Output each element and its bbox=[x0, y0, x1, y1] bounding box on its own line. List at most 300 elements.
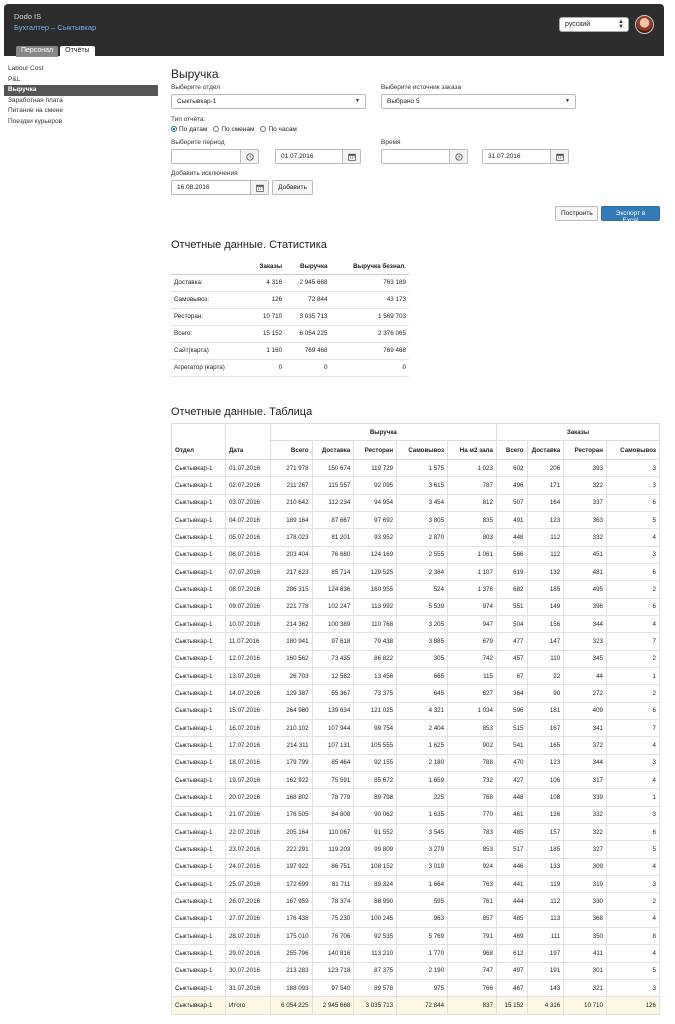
table-cell: 107 131 bbox=[312, 737, 354, 754]
table-cell: 763 bbox=[448, 875, 497, 892]
stats-cell: 769 468 bbox=[330, 342, 409, 359]
table-cell: 4 bbox=[606, 615, 659, 632]
stats-row bbox=[171, 308, 409, 325]
exceptions-label: Добавить исключения bbox=[171, 170, 238, 177]
table-cell: 3 279 bbox=[397, 841, 448, 858]
period-end-time-input[interactable] bbox=[381, 149, 451, 164]
table-cell: 149 bbox=[527, 598, 564, 615]
table-cell: 477 bbox=[496, 633, 527, 650]
table-cell: 1 061 bbox=[448, 546, 497, 563]
table-cell: 123 718 bbox=[312, 962, 354, 979]
table-cell: 26.07.2016 bbox=[225, 893, 270, 910]
table-cell: 902 bbox=[448, 737, 497, 754]
department-select-value: Сыктывкар-1 bbox=[177, 98, 217, 105]
table-cell: 393 bbox=[564, 460, 607, 477]
table-cell: 924 bbox=[448, 858, 497, 875]
table-cell: 13.07.2016 bbox=[225, 667, 270, 684]
table-cell: 3 035 713 bbox=[354, 997, 397, 1014]
table-row bbox=[172, 598, 660, 615]
table-cell: 857 bbox=[448, 910, 497, 927]
table-cell: 768 bbox=[448, 789, 497, 806]
table-cell: 3 805 bbox=[397, 511, 448, 528]
table-cell: 344 bbox=[564, 754, 607, 771]
table-cell: 12.07.2016 bbox=[225, 650, 270, 667]
table-cell: 124 169 bbox=[354, 546, 397, 563]
table-cell: 2 555 bbox=[397, 546, 448, 563]
revenue-table bbox=[171, 423, 660, 1015]
table-cell: 78 779 bbox=[312, 789, 354, 806]
table-cell: 143 bbox=[527, 979, 564, 996]
table-cell: 189 164 bbox=[270, 511, 312, 528]
table-cell: 3 bbox=[606, 754, 659, 771]
table-cell: 747 bbox=[448, 962, 497, 979]
radio-checked-icon bbox=[171, 126, 177, 132]
table-cell: 255 796 bbox=[270, 945, 312, 962]
table-cell: 175 010 bbox=[270, 927, 312, 944]
table-cell: 14.07.2016 bbox=[225, 685, 270, 702]
col-date: Дата bbox=[225, 424, 270, 460]
period-start-date-input[interactable]: 01.07.2016 bbox=[275, 149, 345, 164]
table-cell: Сыктывкар-1 bbox=[172, 563, 226, 580]
table-cell: 88 990 bbox=[354, 893, 397, 910]
tab-reports[interactable]: Отчёты bbox=[60, 46, 94, 57]
stats-cell: 0 bbox=[330, 359, 409, 376]
user-role-subtitle[interactable]: Бухгалтер – Сыктывкар bbox=[14, 23, 97, 32]
table-cell: 160 562 bbox=[270, 650, 312, 667]
table-cell: 5 539 bbox=[397, 598, 448, 615]
build-report-button[interactable]: Построить bbox=[555, 206, 598, 221]
table-cell: 3 bbox=[606, 477, 659, 494]
table-row bbox=[172, 546, 660, 563]
table-cell: 210 102 bbox=[270, 719, 312, 736]
table-cell: 271 978 bbox=[270, 460, 312, 477]
stats-cell: 72 844 bbox=[285, 291, 330, 308]
table-cell: 93 952 bbox=[354, 529, 397, 546]
table-cell: 4 bbox=[606, 737, 659, 754]
calendar-icon[interactable] bbox=[550, 149, 569, 164]
stats-col-revenue: Выручка bbox=[285, 260, 330, 274]
table-cell: 99 754 bbox=[354, 719, 397, 736]
table-cell: 44 bbox=[564, 667, 607, 684]
table-cell: Сыктывкар-1 bbox=[172, 875, 226, 892]
table-cell: 791 bbox=[448, 927, 497, 944]
stats-cell: 1 160 bbox=[247, 342, 285, 359]
table-cell: 495 bbox=[564, 581, 607, 598]
table-cell: 1 664 bbox=[397, 875, 448, 892]
stats-col-orders: Заказы bbox=[247, 260, 285, 274]
table-cell: Сыктывкар-1 bbox=[172, 858, 226, 875]
table-cell: 1 625 bbox=[397, 737, 448, 754]
table-cell: 102 247 bbox=[312, 598, 354, 615]
table-cell: 2 870 bbox=[397, 529, 448, 546]
stats-header-row bbox=[171, 260, 409, 274]
table-cell: 25.07.2016 bbox=[225, 875, 270, 892]
table-row bbox=[172, 893, 660, 910]
table-cell: Сыктывкар-1 bbox=[172, 581, 226, 598]
table-cell: 94 954 bbox=[354, 494, 397, 511]
table-row bbox=[172, 823, 660, 840]
clock-icon[interactable] bbox=[240, 149, 259, 164]
table-cell: 92 095 bbox=[354, 477, 397, 494]
table-cell: 15 152 bbox=[496, 997, 527, 1014]
table-cell: 645 bbox=[397, 685, 448, 702]
col-department: Отдел bbox=[172, 424, 226, 460]
table-cell: Сыктывкар-1 bbox=[172, 910, 226, 927]
table-cell: 112 234 bbox=[312, 494, 354, 511]
export-excel-button[interactable]: Экспорт в Excel bbox=[601, 206, 660, 221]
table-cell: 73 375 bbox=[354, 685, 397, 702]
table-cell: 11.07.2016 bbox=[225, 633, 270, 650]
table-cell: 05.07.2016 bbox=[225, 529, 270, 546]
table-cell: 75 591 bbox=[312, 771, 354, 788]
calendar-icon[interactable] bbox=[250, 180, 269, 195]
table-cell: 2 bbox=[606, 685, 659, 702]
table-cell: 97 618 bbox=[312, 633, 354, 650]
table-cell: 5 bbox=[606, 511, 659, 528]
table-cell: 123 bbox=[527, 754, 564, 771]
table-row bbox=[172, 754, 660, 771]
table-cell: 665 bbox=[397, 667, 448, 684]
table-cell: 602 bbox=[496, 460, 527, 477]
table-cell: 113 bbox=[527, 910, 564, 927]
table-cell: 2 384 bbox=[397, 563, 448, 580]
table-cell: Сыктывкар-1 bbox=[172, 927, 226, 944]
radio-unchecked-icon bbox=[213, 126, 219, 132]
table-cell: 963 bbox=[397, 910, 448, 927]
table-cell: 211 267 bbox=[270, 477, 312, 494]
table-cell: 4 bbox=[606, 945, 659, 962]
table-cell: 8 bbox=[606, 927, 659, 944]
table-cell: 164 bbox=[527, 494, 564, 511]
table-cell: 89 798 bbox=[354, 789, 397, 806]
table-cell: 29.07.2016 bbox=[225, 945, 270, 962]
sidebar-item-labour-cost[interactable]: Labour Cost bbox=[8, 65, 44, 72]
table-cell: Сыктывкар-1 bbox=[172, 598, 226, 615]
table-cell: Сыктывкар-1 bbox=[172, 893, 226, 910]
table-cell: 264 980 bbox=[270, 702, 312, 719]
table-cell: Сыктывкар-1 bbox=[172, 997, 226, 1014]
table-cell: 27.07.2016 bbox=[225, 910, 270, 927]
table-cell: 345 bbox=[564, 650, 607, 667]
radio-by-dates[interactable] bbox=[171, 126, 207, 133]
table-cell: 837 bbox=[448, 997, 497, 1014]
table-cell: 975 bbox=[397, 979, 448, 996]
sidebar-item-revenue[interactable]: Выручка bbox=[4, 85, 158, 96]
user-avatar[interactable] bbox=[635, 15, 654, 34]
col-orders-delivery: Доставка bbox=[527, 441, 564, 460]
table-cell: Сыктывкар-1 bbox=[172, 633, 226, 650]
table-cell: 113 210 bbox=[354, 945, 397, 962]
table-cell: 19.07.2016 bbox=[225, 771, 270, 788]
table-cell: 04.07.2016 bbox=[225, 511, 270, 528]
table-cell: Сыктывкар-1 bbox=[172, 650, 226, 667]
table-cell: Сыктывкар-1 bbox=[172, 477, 226, 494]
table-cell: 481 bbox=[564, 563, 607, 580]
table-cell: 409 bbox=[564, 702, 607, 719]
table-cell: 178 023 bbox=[270, 529, 312, 546]
sidebar-item-pnl[interactable]: P&L bbox=[8, 75, 21, 83]
table-cell: 188 093 bbox=[270, 979, 312, 996]
table-cell: 97 692 bbox=[354, 511, 397, 528]
tab-personnel[interactable]: Персонал bbox=[16, 46, 58, 57]
table-cell: 08.07.2016 bbox=[225, 581, 270, 598]
table-cell: 448 bbox=[496, 789, 527, 806]
table-cell: 679 bbox=[448, 633, 497, 650]
table-cell: 4 bbox=[606, 529, 659, 546]
table-cell: 5 769 bbox=[397, 927, 448, 944]
table-cell: 171 bbox=[527, 477, 564, 494]
table-cell: 427 bbox=[496, 771, 527, 788]
table-cell: 1 635 bbox=[397, 806, 448, 823]
table-row bbox=[172, 460, 660, 477]
table-cell: 3 205 bbox=[397, 615, 448, 632]
table-row bbox=[172, 841, 660, 858]
table-cell: 444 bbox=[496, 893, 527, 910]
table-cell: Сыктывкар-1 bbox=[172, 511, 226, 528]
table-row bbox=[172, 771, 660, 788]
add-exception-button[interactable]: Добавить bbox=[272, 180, 313, 195]
radio-by-shifts[interactable] bbox=[213, 126, 254, 133]
stats-row bbox=[171, 359, 409, 376]
table-cell: 301 bbox=[564, 962, 607, 979]
table-cell: 222 291 bbox=[270, 841, 312, 858]
table-cell: 91 552 bbox=[354, 823, 397, 840]
table-cell: 26 703 bbox=[270, 667, 312, 684]
table-cell: Сыктывкар-1 bbox=[172, 771, 226, 788]
table-cell: 16.07.2016 bbox=[225, 719, 270, 736]
table-cell: 368 bbox=[564, 910, 607, 927]
table-cell: 205 164 bbox=[270, 823, 312, 840]
table-cell: 24.07.2016 bbox=[225, 858, 270, 875]
report-type-label: Тип отчёта: bbox=[171, 116, 206, 123]
table-cell: 167 bbox=[527, 719, 564, 736]
stats-cell: 763 189 bbox=[330, 274, 409, 291]
table-cell: 761 bbox=[448, 893, 497, 910]
table-cell: 619 bbox=[496, 563, 527, 580]
period-end-date-input[interactable]: 31.07.2016 bbox=[482, 149, 552, 164]
table-cell: 344 bbox=[564, 615, 607, 632]
stats-col-label bbox=[171, 260, 247, 274]
table-cell: Сыктывкар-1 bbox=[172, 737, 226, 754]
table-cell: 372 bbox=[564, 737, 607, 754]
table-cell: 524 bbox=[397, 581, 448, 598]
table-cell: 1 770 bbox=[397, 945, 448, 962]
table-cell: 3 bbox=[606, 875, 659, 892]
table-cell: 197 bbox=[527, 945, 564, 962]
table-row bbox=[172, 737, 660, 754]
order-source-select[interactable] bbox=[381, 94, 576, 109]
radio-by-dates-label: По датам bbox=[179, 126, 208, 133]
language-select[interactable] bbox=[559, 17, 629, 32]
table-row bbox=[172, 789, 660, 806]
table-cell: 12 582 bbox=[312, 667, 354, 684]
col-orders-pickup: Самовывоз bbox=[606, 441, 659, 460]
table-row bbox=[172, 563, 660, 580]
table-cell: 2 bbox=[606, 650, 659, 667]
table-cell: Сыктывкар-1 bbox=[172, 529, 226, 546]
table-cell: Сыктывкар-1 bbox=[172, 702, 226, 719]
table-cell: 107 944 bbox=[312, 719, 354, 736]
table-cell: 85 672 bbox=[354, 771, 397, 788]
stats-row bbox=[171, 325, 409, 342]
table-cell: 10 710 bbox=[564, 997, 607, 1014]
table-cell: 835 bbox=[448, 511, 497, 528]
table-cell: 03.07.2016 bbox=[225, 494, 270, 511]
table-cell: 73 435 bbox=[312, 650, 354, 667]
table-cell: 121 025 bbox=[354, 702, 397, 719]
brand-title[interactable]: Dodo IS bbox=[14, 12, 42, 21]
table-cell: Сыктывкар-1 bbox=[172, 823, 226, 840]
period-start-time-input[interactable] bbox=[171, 149, 241, 164]
calendar-icon[interactable] bbox=[342, 149, 361, 164]
table-cell: 339 bbox=[564, 789, 607, 806]
table-cell: 213 283 bbox=[270, 962, 312, 979]
table-cell: 6 054 225 bbox=[270, 997, 312, 1014]
table-cell: 72 844 bbox=[397, 997, 448, 1014]
radio-by-shifts-label: По сменам bbox=[221, 126, 255, 133]
table-row bbox=[172, 945, 660, 962]
table-row bbox=[172, 529, 660, 546]
table-cell: 87 667 bbox=[312, 511, 354, 528]
table-cell: 627 bbox=[448, 685, 497, 702]
table-cell: 4 316 bbox=[527, 997, 564, 1014]
table-cell: 167 959 bbox=[270, 893, 312, 910]
table-cell: 2 bbox=[606, 893, 659, 910]
sidebar-item-courier-trips[interactable]: Поездки курьеров bbox=[8, 117, 63, 125]
table-cell: Сыктывкар-1 bbox=[172, 615, 226, 632]
table-cell: 92 535 bbox=[354, 927, 397, 944]
sidebar-item-shift-meals[interactable]: Питание на смене bbox=[8, 107, 64, 114]
table-cell: 112 bbox=[527, 529, 564, 546]
stats-cell: 0 bbox=[247, 359, 285, 376]
table-cell: 111 bbox=[527, 927, 564, 944]
page-title: Выручка bbox=[171, 67, 219, 81]
table-cell: 332 bbox=[564, 529, 607, 546]
table-cell: 457 bbox=[496, 650, 527, 667]
table-cell: 100 245 bbox=[354, 910, 397, 927]
table-cell: 02.07.2016 bbox=[225, 477, 270, 494]
radio-unchecked-icon bbox=[260, 126, 266, 132]
table-cell: 160 955 bbox=[354, 581, 397, 598]
stats-cell: 15 152 bbox=[247, 325, 285, 342]
table-row bbox=[172, 581, 660, 598]
table-cell: 191 bbox=[527, 962, 564, 979]
table-cell: 185 bbox=[527, 841, 564, 858]
table-cell: 451 bbox=[564, 546, 607, 563]
table-cell: 411 bbox=[564, 945, 607, 962]
table-cell: 87 375 bbox=[354, 962, 397, 979]
table-cell: 105 555 bbox=[354, 737, 397, 754]
table-cell: 139 634 bbox=[312, 702, 354, 719]
table-cell: 203 404 bbox=[270, 546, 312, 563]
table-cell: 4 321 bbox=[397, 702, 448, 719]
table-cell: 6 bbox=[606, 598, 659, 615]
table-cell: 612 bbox=[496, 945, 527, 962]
table-cell: Сыктывкар-1 bbox=[172, 667, 226, 684]
table-cell: 317 bbox=[564, 771, 607, 788]
exception-date-input[interactable]: 16.08.2016 bbox=[171, 180, 251, 195]
table-cell: 3 615 bbox=[397, 477, 448, 494]
table-cell: 742 bbox=[448, 650, 497, 667]
table-cell: 99 809 bbox=[354, 841, 397, 858]
radio-by-hours[interactable] bbox=[260, 126, 296, 133]
department-select[interactable] bbox=[171, 94, 366, 109]
table-cell: 97 540 bbox=[312, 979, 354, 996]
table-cell: 176 438 bbox=[270, 910, 312, 927]
table-cell: 2 945 668 bbox=[312, 997, 354, 1014]
table-cell: 181 bbox=[527, 702, 564, 719]
stats-section-title: Отчетные данные. Статистика bbox=[171, 239, 327, 251]
table-cell: 788 bbox=[448, 754, 497, 771]
col-revenue-restaurant: Ресторан bbox=[354, 441, 397, 460]
stats-row bbox=[171, 274, 409, 291]
table-cell: 337 bbox=[564, 494, 607, 511]
table-row bbox=[172, 477, 660, 494]
table-cell: 20.07.2016 bbox=[225, 789, 270, 806]
table-cell: 225 bbox=[397, 789, 448, 806]
table-cell: 07.07.2016 bbox=[225, 563, 270, 580]
table-cell: 491 bbox=[496, 511, 527, 528]
table-cell: 81 201 bbox=[312, 529, 354, 546]
table-cell: 132 bbox=[527, 563, 564, 580]
table-row bbox=[172, 927, 660, 944]
stats-col-revenue-cashless: Выручка безнал. bbox=[330, 260, 409, 274]
stats-cell: 4 316 bbox=[247, 274, 285, 291]
table-cell: 596 bbox=[496, 702, 527, 719]
col-revenue-pickup: Самовывоз bbox=[397, 441, 448, 460]
table-cell: 364 bbox=[496, 685, 527, 702]
stats-cell: Самовывоз: bbox=[171, 291, 247, 308]
table-cell: 5 bbox=[606, 841, 659, 858]
table-cell: 106 bbox=[527, 771, 564, 788]
table-cell: Сыктывкар-1 bbox=[172, 685, 226, 702]
stats-cell: 6 054 225 bbox=[285, 325, 330, 342]
table-cell: 515 bbox=[496, 719, 527, 736]
table-row bbox=[172, 979, 660, 996]
table-cell: 22.07.2016 bbox=[225, 823, 270, 840]
table-row bbox=[172, 615, 660, 632]
table-cell: 3 885 bbox=[397, 633, 448, 650]
sidebar-menu bbox=[4, 64, 158, 127]
table-cell: 129 525 bbox=[354, 563, 397, 580]
table-row bbox=[172, 667, 660, 684]
table-cell: 217 623 bbox=[270, 563, 312, 580]
table-cell: 126 bbox=[606, 997, 659, 1014]
table-cell: 309 bbox=[564, 858, 607, 875]
table-cell: 4 bbox=[606, 858, 659, 875]
language-select-value: русский bbox=[565, 21, 591, 28]
order-source-label: Выберите источник заказа bbox=[381, 84, 462, 91]
table-cell: 286 315 bbox=[270, 581, 312, 598]
table-cell: 133 bbox=[527, 858, 564, 875]
table-cell: 115 557 bbox=[312, 477, 354, 494]
table-cell: 31.07.2016 bbox=[225, 979, 270, 996]
table-cell: 28.07.2016 bbox=[225, 927, 270, 944]
table-cell: 853 bbox=[448, 719, 497, 736]
table-cell: 119 bbox=[527, 875, 564, 892]
table-cell: 947 bbox=[448, 615, 497, 632]
sidebar-item-salary[interactable]: Заработная плата bbox=[8, 96, 63, 104]
table-cell: 305 bbox=[397, 650, 448, 667]
table-cell: 140 816 bbox=[312, 945, 354, 962]
table-cell: 113 992 bbox=[354, 598, 397, 615]
clock-icon[interactable] bbox=[449, 149, 468, 164]
radio-by-hours-label: По часам bbox=[268, 126, 297, 133]
col-orders-total: Всего bbox=[496, 441, 527, 460]
table-cell: 3 454 bbox=[397, 494, 448, 511]
table-group-header-row bbox=[172, 424, 660, 441]
table-cell: 21.07.2016 bbox=[225, 806, 270, 823]
